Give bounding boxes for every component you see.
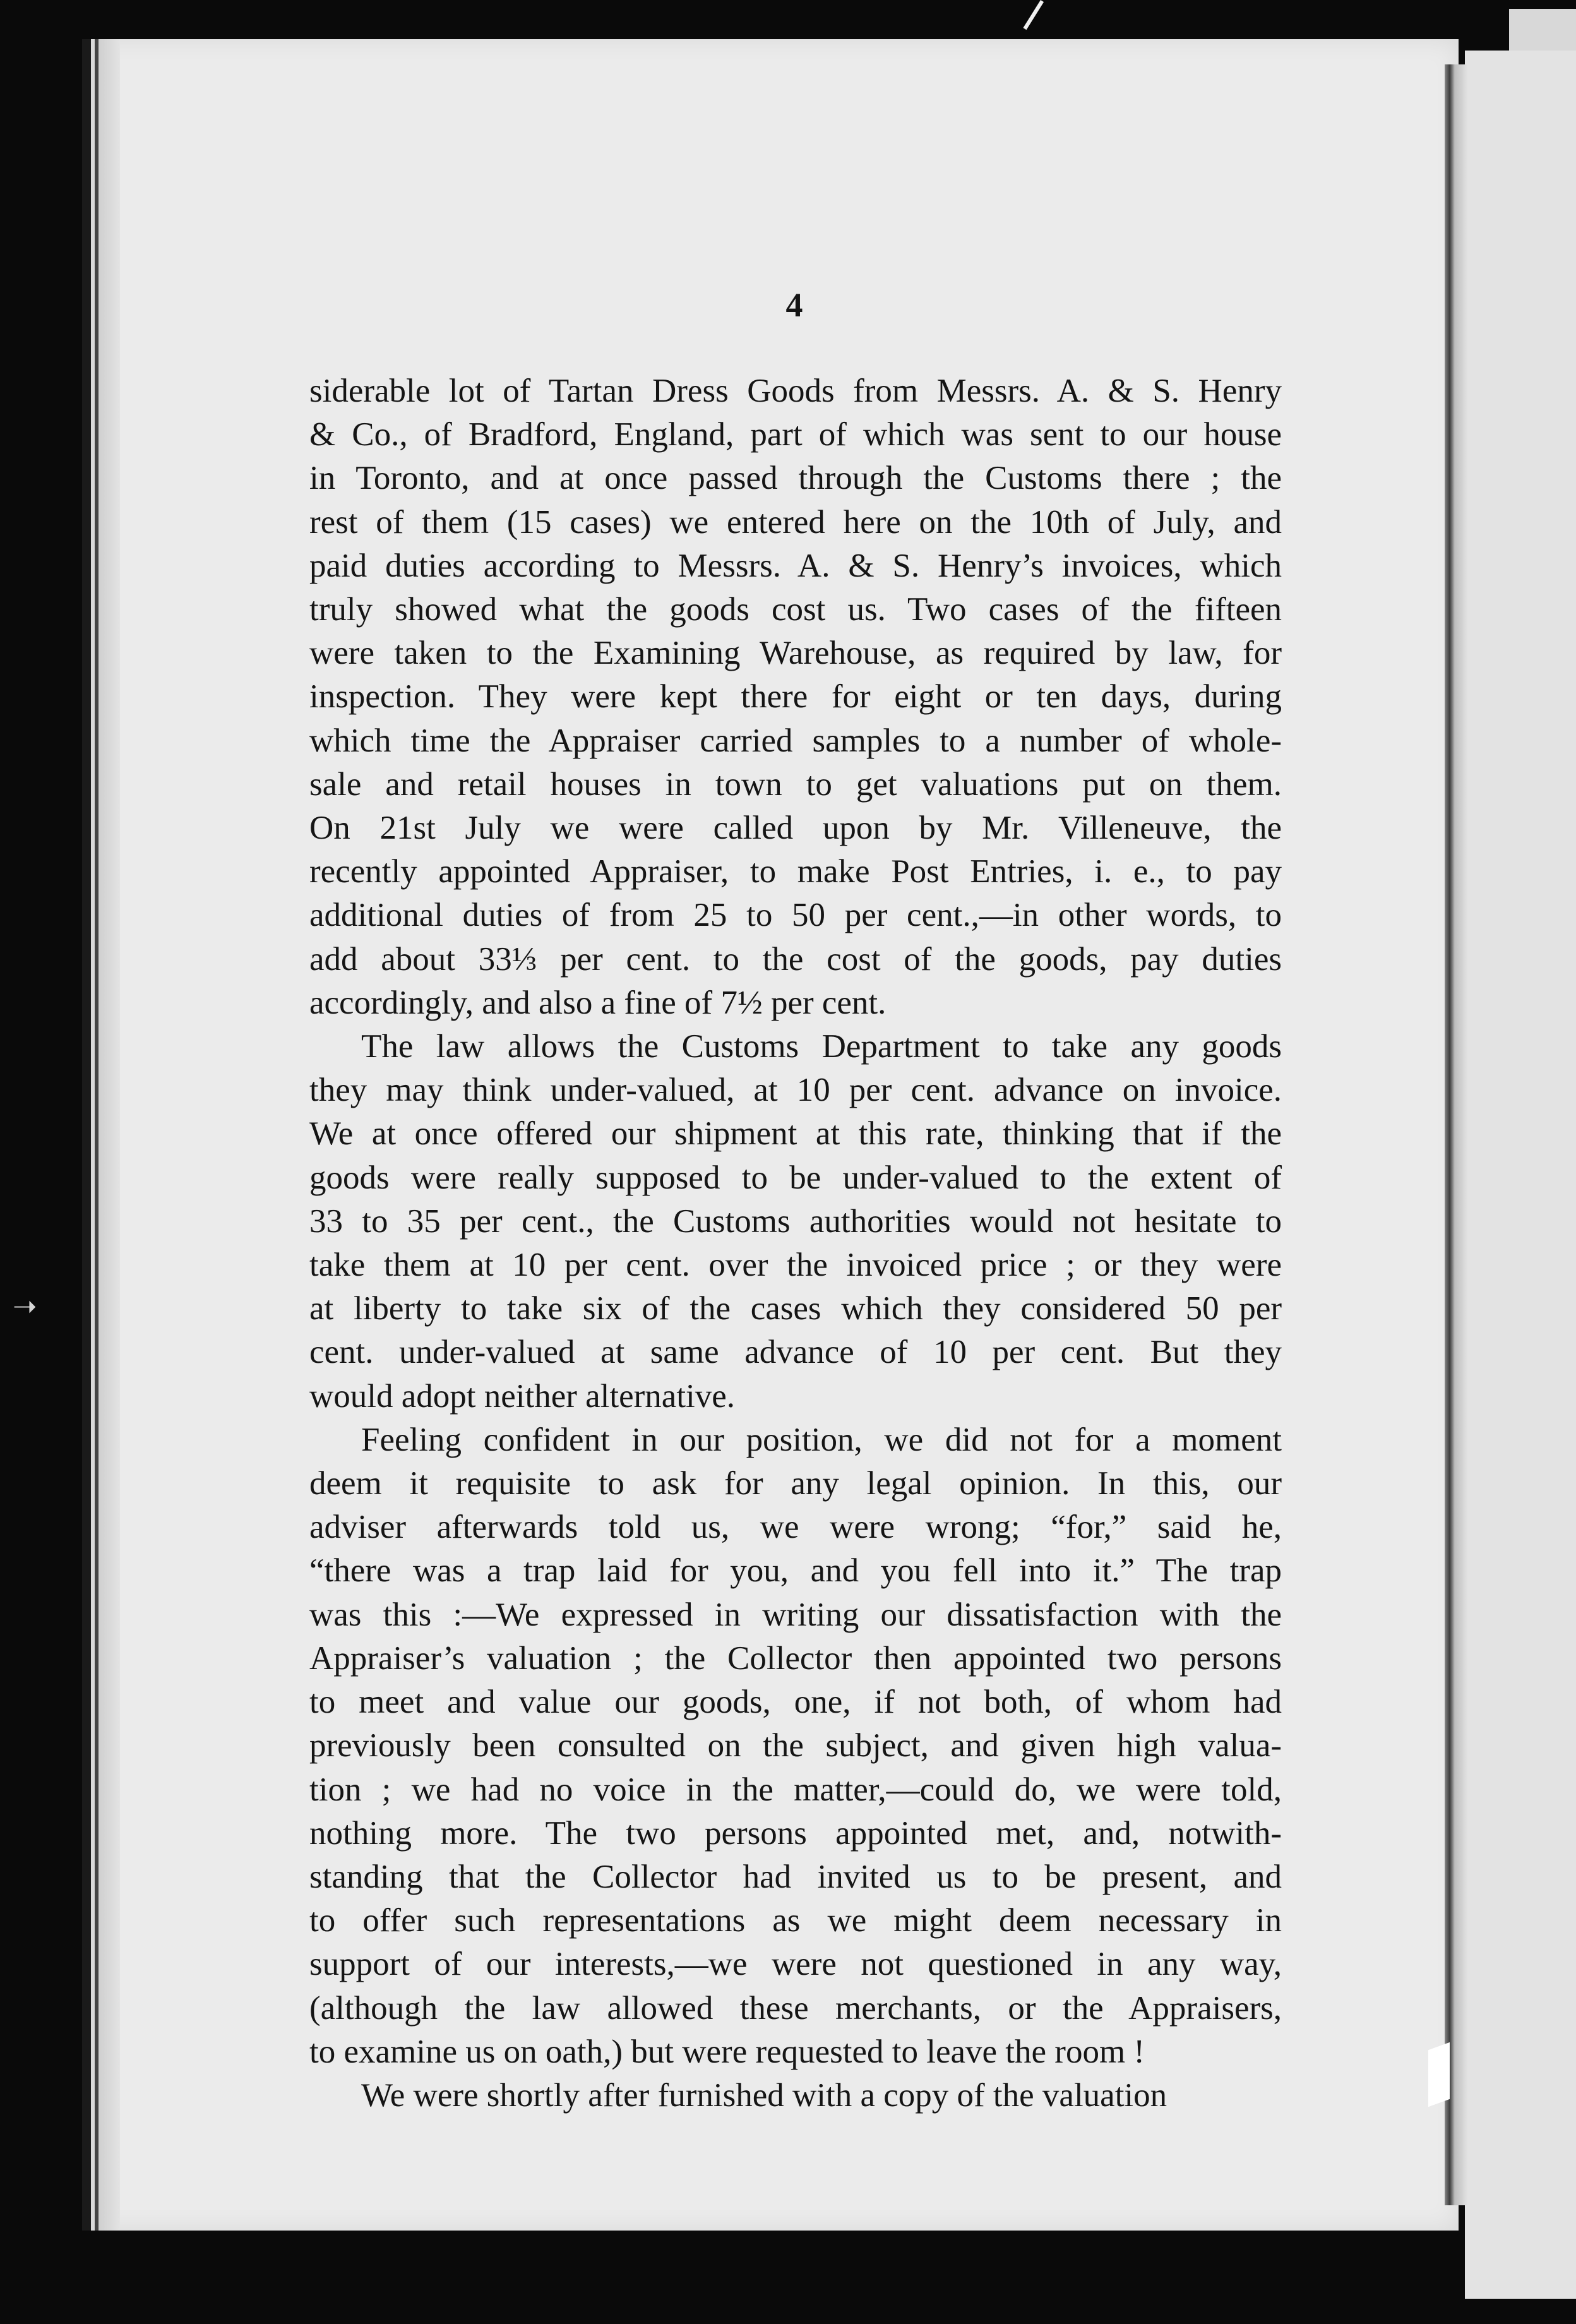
page-corner-fold [1428,2042,1450,2107]
text-line: truly showed what the goods cost us. Two cases of the fifteen [309,591,1282,628]
text-line: inspection. They were kept there for eight or ten days, during [309,678,1282,716]
text-line: Feeling confident in our position, we did not for a moment [361,1421,1282,1458]
paragraph [309,1418,1282,2074]
text-line: recently appointed Appraiser, to make Post Entries, i. e., to pay [309,853,1282,890]
text-line: deem it requisite to ask for any legal opinion. In this, our [309,1465,1282,1502]
text-line: cent. under-valued at same advance of 10 per cent. But they [309,1334,1282,1371]
text-line: tion ; we had no voice in the matter,—could do, we were told, [309,1771,1282,1808]
text-line: were taken to the Examining Warehouse, as required by law, for [309,635,1282,672]
text-line: siderable lot of Tartan Dress Goods from Messrs. A. & S. Henry [309,373,1282,409]
text-line: to meet and value our goods, one, if not both, of whom had [309,1684,1282,1721]
paragraph [309,1025,1282,1418]
text-line: The law allows the Customs Department to take any goods [361,1028,1282,1065]
text-line: & Co., of Bradford, England, part of which was sent to our house [309,416,1282,453]
text-line: support of our interests,—we were not questioned in any way, [309,1946,1282,1983]
text-line: standing that the Collector had invited us to be present, and [309,1858,1282,1895]
text-line: sale and retail houses in town to get valuations put on them. [309,765,1282,803]
text-line: was this :—We expressed in writing our dissatisfaction with the [309,1596,1282,1633]
body-text [309,369,1282,2117]
adjacent-page-corner [1509,9,1576,54]
page-number: 4 [785,286,803,324]
text-line: nothing more. The two persons appointed met, and, notwith- [309,1814,1282,1852]
text-line: On 21st July we were called upon by Mr. Villeneuve, the [309,810,1282,847]
text-line: at liberty to take six of the cases which they considered 50 per [309,1290,1282,1327]
text-line: in Toronto, and at once passed through the Customs there ; the [309,460,1282,497]
text-line: rest of them (15 cases) we entered here on the 10th of July, and [309,503,1282,541]
text-line: adviser afterwards told us, we were wrong; “for,” said he, [309,1509,1282,1546]
text-line: We at once offered our shipment at this rate, thinking that if the [309,1115,1282,1153]
page-binding-edge [82,39,120,2231]
text-line: goods were really supposed to be under-valued to the extent of [309,1159,1282,1196]
text-line: additional duties of from 25 to 50 per cent.,—in other words, to [309,897,1282,934]
text-line: “there was a trap laid for you, and you fell into it.” The trap [309,1552,1282,1590]
text-line: accordingly, and also a fine of 7½ per cent. [309,984,886,1021]
text-line: Appraiser’s valuation ; the Collector then appointed two persons [309,1639,1282,1677]
page-right-edge-shadow [1445,64,1467,2205]
text-line: We were shortly after furnished with a copy of the valuation [361,2076,1167,2114]
text-line: add about 33⅓ per cent. to the cost of the goods, pay duties [309,940,1282,978]
margin-arrow-mark: ➝ [13,1290,37,1322]
text-line: paid duties according to Messrs. A. & S. Henry’s invoices, which [309,547,1282,584]
text-line: (although the law allowed these merchants, or the Appraisers, [309,1989,1282,2027]
text-line: take them at 10 per cent. over the invoiced price ; or they were [309,1247,1282,1284]
text-line: previously been consulted on the subject, and given high valua- [309,1727,1282,1764]
text-line: which time the Appraiser carried samples to a number of whole- [309,722,1282,759]
paragraph [309,369,1282,1025]
scan-scratch-mark [1023,0,1044,30]
text-line: to examine us on oath,) but were requested to leave the room ! [309,2033,1145,2070]
adjacent-page-edge [1465,51,1576,2299]
text-line: they may think under-valued, at 10 per cent. advance on invoice. [309,1072,1282,1109]
paragraph [309,2074,1282,2117]
text-line: would adopt neither alternative. [309,1377,736,1415]
text-line: to offer such representations as we might deem necessary in [309,1902,1282,1939]
text-line: 33 to 35 per cent., the Customs authorities would not hesitate to [309,1202,1282,1240]
